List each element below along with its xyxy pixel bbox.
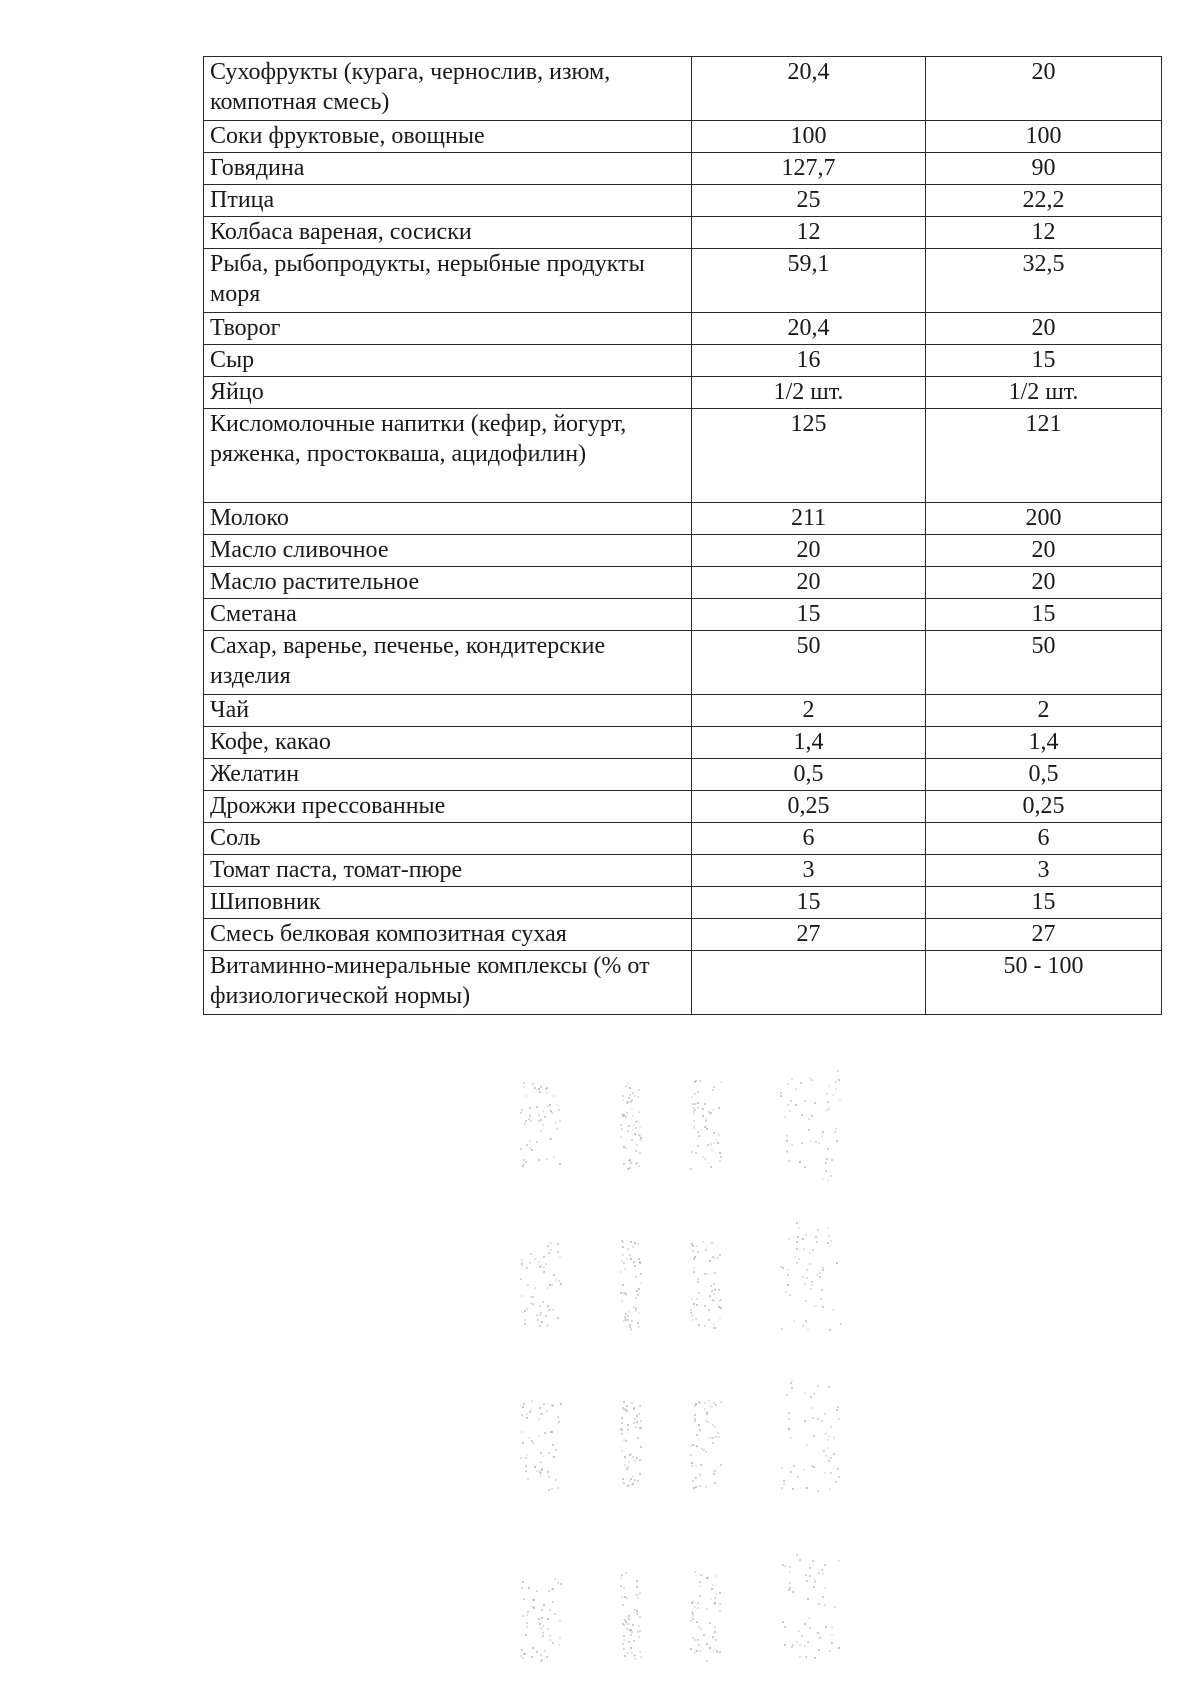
product-name-cell: Колбаса вареная, сосиски: [204, 217, 692, 249]
value-column-2-cell: 90: [926, 153, 1162, 185]
product-name-cell: Масло растительное: [204, 567, 692, 599]
product-name-cell: Дрожжи прессованные: [204, 791, 692, 823]
product-name-cell: Чай: [204, 695, 692, 727]
product-name-cell: Сметана: [204, 599, 692, 631]
product-name-cell: Соль: [204, 823, 692, 855]
value-column-1-cell: [692, 951, 926, 1015]
product-name-cell: Рыба, рыбопродукты, нерыбные продукты моря: [204, 249, 692, 313]
table-row: [204, 249, 1162, 313]
value-column-2-cell: 15: [926, 887, 1162, 919]
value-column-2-cell: 6: [926, 823, 1162, 855]
product-name-cell: Яйцо: [204, 377, 692, 409]
value-column-2-cell: 20: [926, 313, 1162, 345]
table-row: [204, 599, 1162, 631]
value-column-1-cell: 25: [692, 185, 926, 217]
table-row: [204, 535, 1162, 567]
value-column-2-cell: 22,2: [926, 185, 1162, 217]
value-column-2-cell: 50: [926, 631, 1162, 695]
table-row: [204, 695, 1162, 727]
value-column-2-cell: 2: [926, 695, 1162, 727]
product-name-cell: Сахар, варенье, печенье, кондитерские изделия: [204, 631, 692, 695]
value-column-1-cell: 15: [692, 599, 926, 631]
value-column-1-cell: 0,25: [692, 791, 926, 823]
table-row: [204, 567, 1162, 599]
value-column-2-cell: 100: [926, 121, 1162, 153]
value-column-2-cell: 20: [926, 567, 1162, 599]
value-column-2-cell: 1/2 шт.: [926, 377, 1162, 409]
product-name-cell: Кисломолочные напитки (кефир, йогурт, ряженка, простокваша, ацидофилин): [204, 409, 692, 503]
value-column-1-cell: 20: [692, 567, 926, 599]
value-column-1-cell: 59,1: [692, 249, 926, 313]
product-name-cell: Молоко: [204, 503, 692, 535]
table-row: [204, 631, 1162, 695]
value-column-1-cell: 1,4: [692, 727, 926, 759]
value-column-2-cell: 0,5: [926, 759, 1162, 791]
value-column-1-cell: 2: [692, 695, 926, 727]
value-column-2-cell: 12: [926, 217, 1162, 249]
product-name-cell: Сухофрукты (курага, чернослив, изюм, компотная смесь): [204, 57, 692, 121]
value-column-1-cell: 20,4: [692, 313, 926, 345]
product-name-cell: Соки фруктовые, овощные: [204, 121, 692, 153]
value-column-1-cell: 20,4: [692, 57, 926, 121]
value-column-2-cell: 50 - 100: [926, 951, 1162, 1015]
value-column-2-cell: 1,4: [926, 727, 1162, 759]
table-row: [204, 759, 1162, 791]
value-column-1-cell: 211: [692, 503, 926, 535]
table-row: [204, 57, 1162, 121]
product-name-cell: Говядина: [204, 153, 692, 185]
table-row: [204, 217, 1162, 249]
table-row: [204, 727, 1162, 759]
product-name-cell: Витаминно-минеральные комплексы (% от физиологической нормы): [204, 951, 692, 1015]
table-row: [204, 185, 1162, 217]
table-row: [204, 409, 1162, 503]
value-column-1-cell: 27: [692, 919, 926, 951]
value-column-1-cell: 1/2 шт.: [692, 377, 926, 409]
value-column-2-cell: 15: [926, 345, 1162, 377]
value-column-2-cell: 200: [926, 503, 1162, 535]
product-name-cell: Томат паста, томат-пюре: [204, 855, 692, 887]
product-name-cell: Шиповник: [204, 887, 692, 919]
table-row: [204, 951, 1162, 1015]
value-column-2-cell: 27: [926, 919, 1162, 951]
value-column-1-cell: 12: [692, 217, 926, 249]
product-name-cell: Птица: [204, 185, 692, 217]
value-column-1-cell: 3: [692, 855, 926, 887]
table-row: [204, 153, 1162, 185]
value-column-2-cell: 20: [926, 535, 1162, 567]
product-name-cell: Сыр: [204, 345, 692, 377]
table-row: [204, 345, 1162, 377]
table-row: [204, 919, 1162, 951]
product-name-cell: Масло сливочное: [204, 535, 692, 567]
value-column-2-cell: 32,5: [926, 249, 1162, 313]
value-column-1-cell: 0,5: [692, 759, 926, 791]
value-column-2-cell: 0,25: [926, 791, 1162, 823]
value-column-2-cell: 3: [926, 855, 1162, 887]
table-row: [204, 823, 1162, 855]
table-row: [204, 313, 1162, 345]
value-column-2-cell: 15: [926, 599, 1162, 631]
value-column-2-cell: 20: [926, 57, 1162, 121]
food-norms-table-body: [204, 57, 1162, 1015]
product-name-cell: Желатин: [204, 759, 692, 791]
table-row: [204, 503, 1162, 535]
value-column-1-cell: 20: [692, 535, 926, 567]
value-column-1-cell: 127,7: [692, 153, 926, 185]
value-column-1-cell: 15: [692, 887, 926, 919]
value-column-1-cell: 125: [692, 409, 926, 503]
product-name-cell: Творог: [204, 313, 692, 345]
table-row: [204, 887, 1162, 919]
product-name-cell: Кофе, какао: [204, 727, 692, 759]
table-row: [204, 377, 1162, 409]
table-row: [204, 855, 1162, 887]
table-row: [204, 121, 1162, 153]
value-column-1-cell: 16: [692, 345, 926, 377]
value-column-1-cell: 6: [692, 823, 926, 855]
product-name-cell: Смесь белковая композитная сухая: [204, 919, 692, 951]
table-row: [204, 791, 1162, 823]
value-column-1-cell: 50: [692, 631, 926, 695]
value-column-2-cell: 121: [926, 409, 1162, 503]
value-column-1-cell: 100: [692, 121, 926, 153]
food-norms-table: [203, 56, 1162, 1015]
